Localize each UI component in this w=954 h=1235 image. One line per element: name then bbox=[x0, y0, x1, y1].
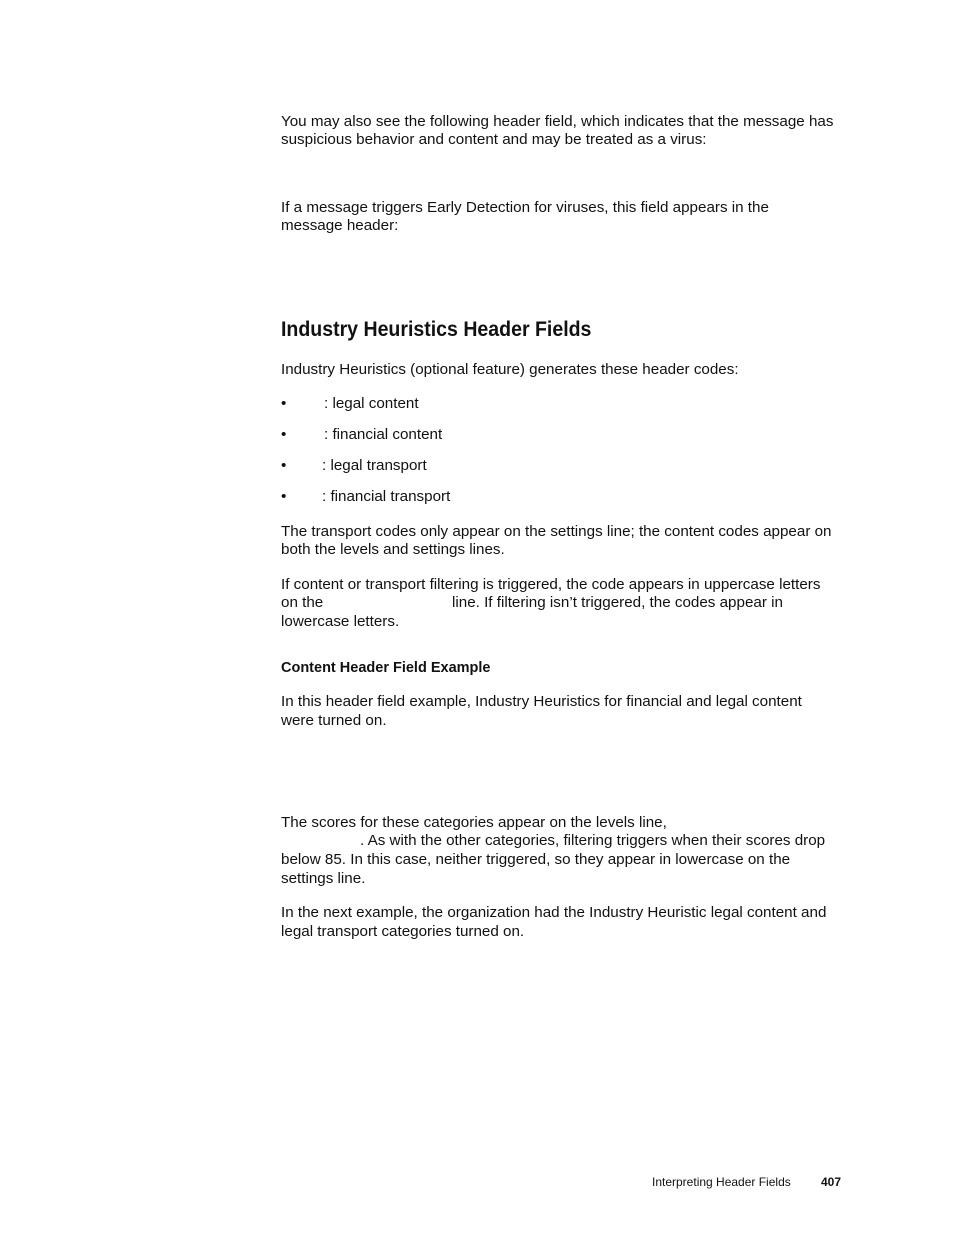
early-detection-paragraph-line: If a message triggers Early Detection for viruses, this field appears in the bbox=[281, 199, 769, 216]
case-note-line: on the bbox=[281, 594, 324, 611]
bullet-text: : legal transport bbox=[322, 457, 427, 474]
scores-paragraph-line: . As with the other categories, filtering triggers when their scores drop bbox=[360, 832, 826, 849]
case-note-line: lowercase letters. bbox=[281, 613, 400, 630]
scores-paragraph-line: The scores for these categories appear on the levels line, bbox=[281, 814, 667, 831]
section-lead-paragraph: Industry Heuristics (optional feature) generates these header codes: bbox=[281, 361, 739, 378]
transport-note-line: The transport codes only appear on the settings line; the content codes appear on bbox=[281, 523, 832, 540]
transport-note-line: both the levels and settings lines. bbox=[281, 541, 505, 558]
case-note-line: If content or transport filtering is triggered, the code appears in uppercase letters bbox=[281, 576, 821, 593]
next-example-line: legal transport categories turned on. bbox=[281, 923, 525, 940]
section-heading: Industry Heuristics Header Fields bbox=[281, 318, 592, 341]
bullet-text: : legal content bbox=[324, 395, 419, 412]
subsection-heading: Content Header Field Example bbox=[281, 660, 491, 676]
intro-paragraph-line: You may also see the following header field, which indicates that the message has bbox=[281, 113, 834, 130]
bullet-marker: • bbox=[281, 395, 287, 412]
bullet-text: : financial content bbox=[324, 426, 443, 443]
bullet-marker: • bbox=[281, 457, 287, 474]
scores-paragraph-line: settings line. bbox=[281, 870, 366, 887]
next-example-line: In the next example, the organization had the Industry Heuristic legal content and bbox=[281, 904, 827, 921]
footer-section-title: Interpreting Header Fields bbox=[652, 1175, 791, 1189]
scores-paragraph-line: below 85. In this case, neither triggered, so they appear in lowercase on the bbox=[281, 851, 791, 868]
intro-paragraph-line: suspicious behavior and content and may be treated as a virus: bbox=[281, 131, 707, 148]
bullet-marker: • bbox=[281, 426, 287, 443]
bullet-text: : financial transport bbox=[322, 488, 451, 505]
page-number: 407 bbox=[821, 1175, 842, 1189]
early-detection-paragraph-line: message header: bbox=[281, 217, 399, 234]
case-note-line: line. If filtering isn’t triggered, the codes appear in bbox=[452, 594, 783, 611]
subsection-intro-line: In this header field example, Industry Heuristics for financial and legal content bbox=[281, 693, 802, 710]
subsection-intro-line: were turned on. bbox=[281, 712, 387, 729]
bullet-marker: • bbox=[281, 488, 287, 505]
